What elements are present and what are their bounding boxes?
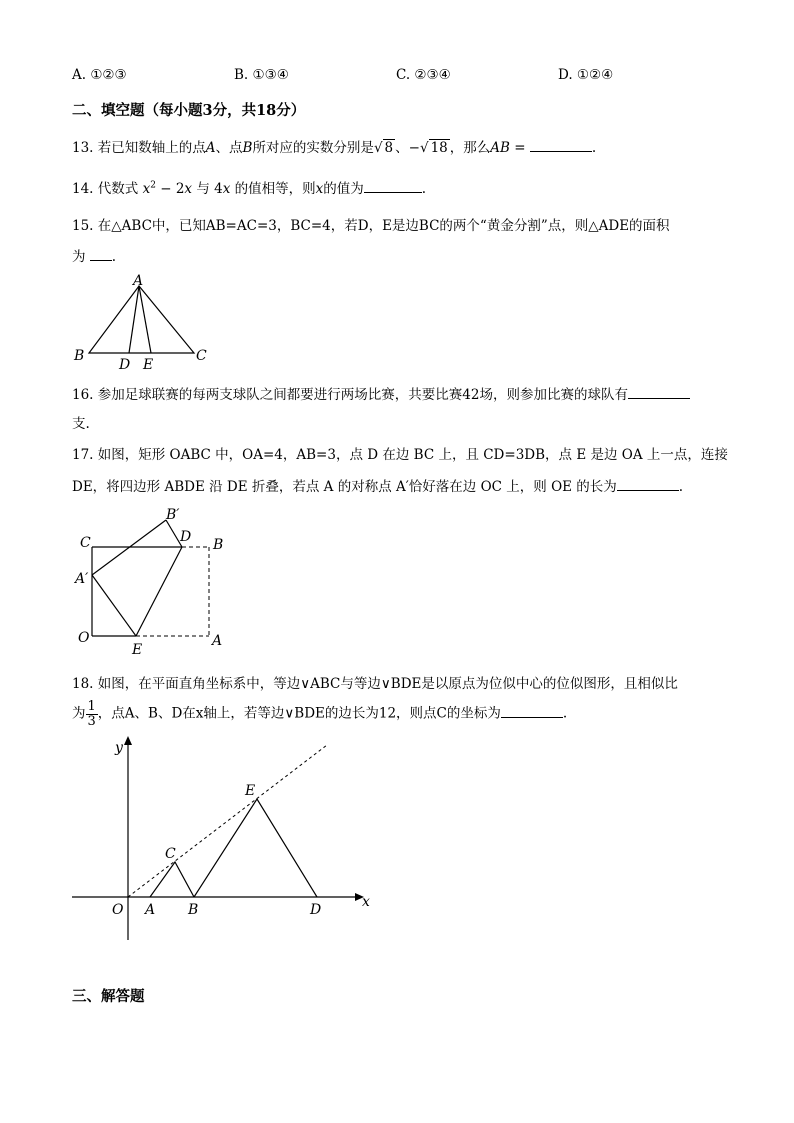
q14-exponent: 2 bbox=[150, 180, 156, 191]
sqrt-18: √ 18 bbox=[419, 140, 448, 156]
q18-label-o: O bbox=[112, 902, 124, 918]
q18-end: . bbox=[562, 705, 568, 722]
q14-end: . bbox=[421, 181, 427, 197]
q18-line-2-pre: 为 bbox=[72, 705, 86, 722]
fraction-numerator: 1 bbox=[87, 699, 96, 714]
q14-var-x2: x bbox=[184, 181, 193, 197]
q18-label-y: y bbox=[115, 740, 123, 756]
fraction-denominator: 3 bbox=[87, 713, 96, 729]
q13-text-4: ，那么 bbox=[449, 140, 491, 156]
question-17-line-1: 17. 如图，矩形 OABC 中，OA=4，AB=3，点 D 在边 BC 上，且 CD=3DB，点 E 是边 OA 上一点，连接 bbox=[72, 447, 728, 463]
q15-label-e: E bbox=[143, 357, 154, 373]
q13-num: 13. bbox=[72, 140, 98, 156]
q13-var-b: B bbox=[242, 140, 253, 156]
q18-label-a: A bbox=[145, 902, 156, 918]
q17-label-e: E bbox=[132, 642, 143, 658]
q14-var-x4: x bbox=[315, 181, 324, 197]
q17-label-b-prime: B′ bbox=[166, 507, 180, 523]
section-3-title: 三、解答题 bbox=[72, 988, 145, 1005]
q14-var-x1: x bbox=[142, 181, 151, 197]
question-18-line-1: 18. 如图，在平面直角坐标系中，等边∨ABC与等边∨BDE是以原点为位似中心的位似图形，且相似比 bbox=[72, 676, 678, 692]
q17-label-b: B bbox=[213, 537, 224, 553]
q18-label-d: D bbox=[310, 902, 322, 918]
q14-text-3: 的值相等，则 bbox=[230, 181, 316, 197]
q15-label-d: D bbox=[119, 357, 131, 373]
q17-label-d: D bbox=[180, 529, 192, 545]
q13-var-ab: AB bbox=[490, 140, 510, 156]
q18-label-e: E bbox=[245, 783, 256, 799]
q17-line-2-text: DE，将四边形 ABDE 沿 DE 折叠，若点 A 的对称点 A′恰好落在边 OC 上，则 OE 的长为 bbox=[72, 479, 617, 495]
q13-sep: 、− bbox=[395, 140, 420, 156]
q13-end: . bbox=[591, 140, 597, 156]
y-axis-arrow bbox=[124, 736, 132, 745]
q14-minus: − 2 bbox=[155, 181, 185, 197]
triangle-abc bbox=[150, 862, 194, 897]
q18-label-x: x bbox=[362, 894, 370, 910]
q18-label-b: B bbox=[188, 902, 199, 918]
triangle-bde bbox=[194, 799, 317, 897]
q17-label-c: C bbox=[80, 535, 91, 551]
dotted-ray-oe bbox=[128, 745, 327, 897]
q15-label-c: C bbox=[196, 348, 207, 364]
q15-label-a: A bbox=[133, 273, 144, 289]
q17-label-o: O bbox=[78, 630, 90, 646]
q17-end: . bbox=[678, 479, 684, 495]
q18-label-c: C bbox=[165, 846, 176, 862]
question-15-line-1: 15. 在△ABC中，已知AB=AC=3，BC=4，若D，E是边BC的两个“黄金分割”点，则△ADE的面积 bbox=[72, 218, 670, 234]
q15-label-b: B bbox=[74, 348, 85, 364]
q13-text-2: 、点 bbox=[215, 140, 243, 156]
q13-text-3: 所对应的实数分别是 bbox=[252, 140, 374, 156]
q14-text-4: 的值为 bbox=[323, 181, 364, 197]
option-d: D. ①②④ bbox=[558, 67, 614, 83]
sqrt-8: √ 8 bbox=[373, 140, 394, 156]
q13-var-a: A bbox=[205, 140, 216, 156]
section-2-title: 二、填空题（每小题3分，共18分） bbox=[72, 102, 306, 119]
q18-line-2-post: ，点A、B、D在x轴上，若等边∨BDE的边长为12，则点C的坐标为 bbox=[97, 705, 501, 722]
q15-end: . bbox=[111, 249, 117, 265]
question-16-line-2: 支. bbox=[72, 416, 90, 432]
q14-num: 14. bbox=[72, 181, 98, 197]
q17-label-a: A bbox=[212, 633, 223, 649]
q14-text-1: 代数式 bbox=[97, 181, 143, 197]
q16-line-1-text: 16. 参加足球联赛的每两支球队之间都要进行两场比赛，共要比赛42场，则参加比赛的球队有 bbox=[72, 387, 628, 403]
option-c: C. ②③④ bbox=[396, 67, 451, 83]
q15-line-2-text: 为 bbox=[72, 249, 90, 265]
q13-eq: = bbox=[509, 140, 530, 156]
q14-text-2: 与 4 bbox=[192, 181, 223, 197]
q17-label-a-prime: A′ bbox=[75, 571, 89, 587]
q14-var-x3: x bbox=[222, 181, 231, 197]
option-a: A. ①②③ bbox=[72, 67, 127, 83]
q13-text-1: 若已知数轴上的点 bbox=[97, 140, 206, 156]
sqrt-18-radicand: 18 bbox=[430, 140, 448, 156]
option-b: B. ①③④ bbox=[234, 67, 289, 83]
sqrt-8-radicand: 8 bbox=[384, 140, 394, 156]
